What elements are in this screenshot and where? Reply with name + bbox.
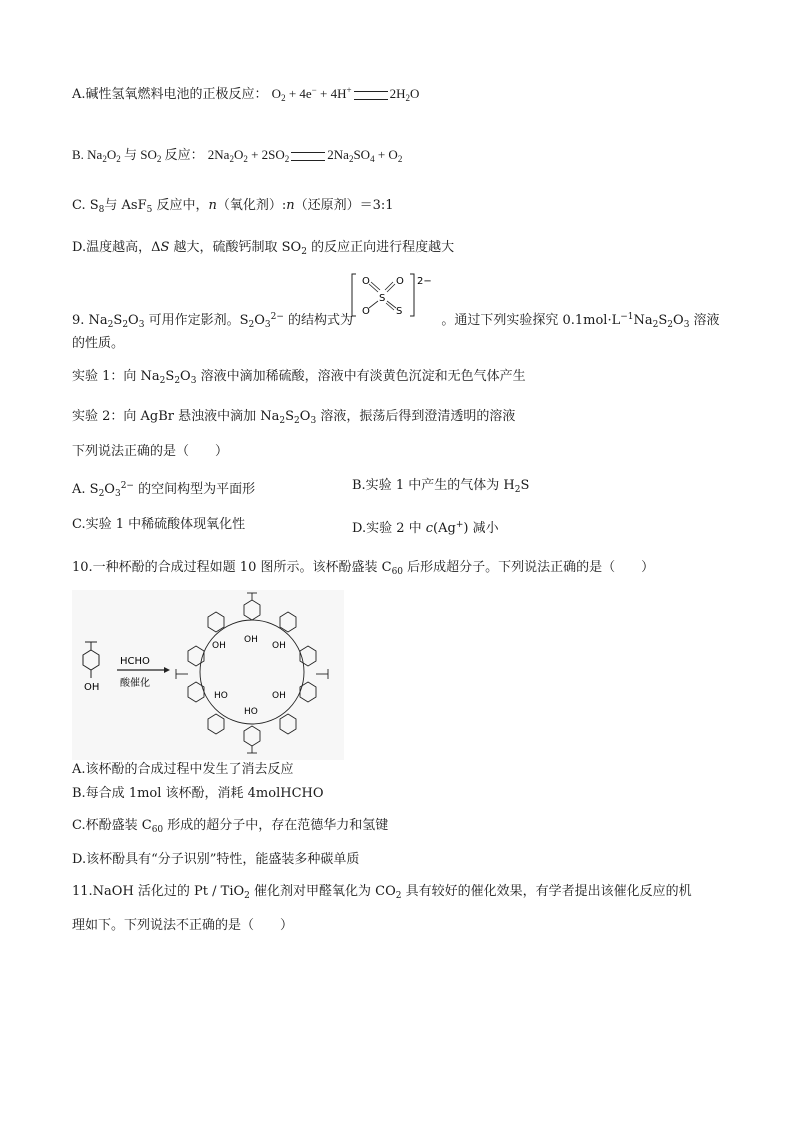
q10-stem: 10.一种杯酚的合成过程如题 10 图所示。该杯酚盛装 $C_{60}$ 后形成超分子。下列说法正确的是（ ） [72,560,655,577]
oh-label-top: OH [244,635,258,645]
q11-stem-line2: 理如下。下列说法不正确的是（ ） [72,918,294,933]
ho-label-left: HO [214,691,228,701]
q8-option-d: D.温度越高，ΔS 越大，硫酸钙制取 $SO_2$ 的反应正向进行程度越大 [72,240,455,257]
q9-ask: 下列说法正确的是（ ） [72,444,229,459]
q9-intro-line2: 的性质。 [72,336,125,351]
structure-o3: O [362,306,370,317]
q8-option-a [72,80,419,108]
reagent-label: HCHO [120,656,150,667]
q10-option-d: D.该杯酚具有“分子识别”特性，能盛装多种碳单质 [72,852,360,867]
q9-option-a: A. $S_2O_3^{2-}$ 的空间构型为平面形 [72,481,256,499]
structure-s-center: S [379,293,386,304]
calixarene-synthesis-figure [72,590,344,760]
oh-label-bottom-right: OH [272,691,286,701]
q9-option-b: B.实验 1 中产生的气体为 $H_2S$ [352,478,530,495]
thiosulfate-structure [350,270,440,322]
q9-experiment-1: 实验 1：向 $Na_2S_2O_3$ 溶液中滴加稀硫酸，溶液中有淡黄色沉淀和无色气体产生 [72,369,526,386]
structure-charge: 2− [417,276,432,287]
q9-option-c: C.实验 1 中稀硫酸体现氧化性 [72,517,246,532]
condition-label: 酸催化 [120,678,150,689]
q10-option-b: B.每合成 1mol 该杯酚，消耗 4molHCHO [72,786,324,801]
structure-o2: O [396,276,404,287]
oh-label-right: OH [272,641,286,651]
q9-experiment-2: 实验 2：向 AgBr 悬浊液中滴加 $Na_2S_2O_3$ 溶液，振荡后得到澄清透明的溶液 [72,409,516,426]
structure-o1: O [362,276,370,287]
ho-label-bottom: HO [244,707,258,717]
structure-s-terminal: S [396,306,403,317]
q8-option-a-equation: $O_2 + 4e^- + 4H^+$ $2H_2O$ [271,85,420,103]
monomer-oh-label: OH [84,682,100,693]
q10-option-c: C.杯酚盛装 $C_{60}$ 形成的超分子中，存在范德华力和氢键 [72,818,389,835]
q9-intro: 9. $Na_2S_2O_3$ 可用作定影剂。$S_2O_3^{2-}$ 的结构式为 。通过下列实验探究 $0.1mol\cdot L^{-1}Na_2S_2O_3$ 溶液 [72,312,720,330]
q8-option-c: C. $S_8$与 AsF$_5$ 反应中，n（氧化剂）:n（还原剂）＝3:1 [72,198,394,215]
q8-option-b: B. $Na_2O_2$ 与 $SO_2$ 反应： $2Na_2O_2 + 2SO_2$ $2Na_2SO_4 + O_2$ [72,147,403,164]
q11-stem-line1: 11.NaOH 活化过的 Pt / TiO$_2$ 催化剂对甲醛氧化为 $CO_2$ 具有较好的催化效果，有学者提出该催化反应的机 [72,884,692,901]
q10-option-a: A.该杯酚的合成过程中发生了消去反应 [72,762,294,777]
q9-option-d: D.实验 2 中 c(Ag+) 减小 [352,520,499,536]
q8-option-a-lead: A.碱性氢氧燃料电池的正极反应： [72,87,268,102]
oh-label-left: OH [212,641,226,651]
